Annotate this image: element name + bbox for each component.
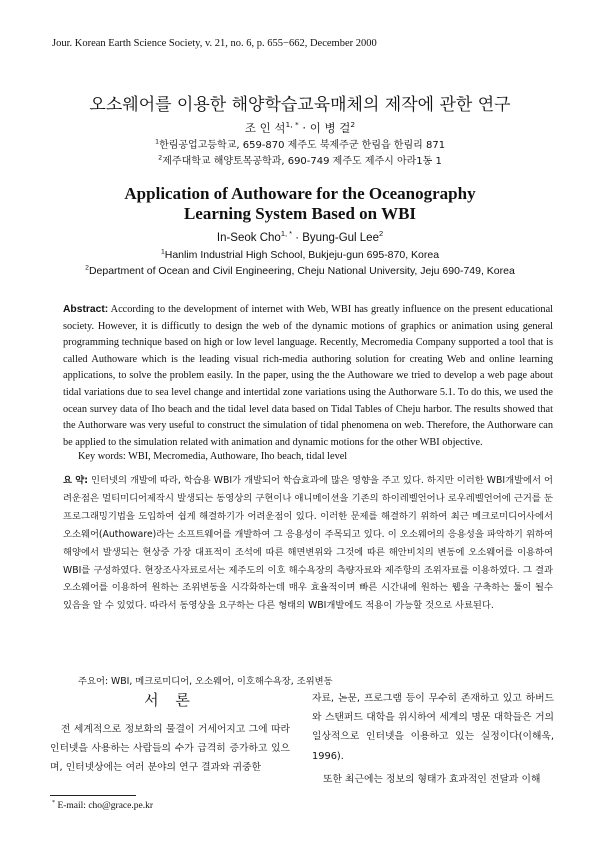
korean-abstract-text: 인터넷의 개발에 따라, 학습용 WBI가 개발되어 학습효과에 많은 영향을 주고 있다. 하지만 이러한 WBI개발에서 어려운점은 멀티미디어제작시 발생되는 동영상의 구현이나 애니메이션을 기존의 하이레벨언어나 로우레벨언어에 근거를 둔 프로그래밍기법을 도입하여 쉽게 해결하기가 어려운점이 있다. 이러한 문제를 해결하기 위하여 최근 메크로미디어사에서 오소웨어(Authoware)라는 소프트웨어를 개발하여 그 응용성이 주목되고 있다. 이 오소웨어의 응용성을 파악하기 위하여 해양에서 발생되는 현상중 가장 대표적이 조석에 따른 해면변위와 그것에 따른 해안비치의 변동에 오소웨어를 이용하여 WBI를 구성하였다. 현장조사자료로서는 제주도의 이호 해수욕장의 측량자료와 제주항의 조위자료를 이용하였다. 그 결과 오소웨어를 이용하여 원하는 조위변동을 시각화하는데 매우 효율적이며 빠른 시간내에 원하는 웹을 구축하는 툴이 될수 있음을 알 수 있었다. 따라서 동영상을 요구하는 다른 형태의 WBI개발에도 적용이 가능할 것으로 사료된다. xyxy=(63,475,553,612)
korean-author-2-sup: 2 xyxy=(350,120,356,130)
korean-authors xyxy=(0,120,600,136)
korean-abstract-label: 요 약: xyxy=(63,475,88,486)
korean-abstract xyxy=(63,472,553,615)
korean-aff2-text: 제주대학교 해양토목공학과, 690-749 제주도 제주시 아라1동 1 xyxy=(162,156,442,167)
footnote-mark: * xyxy=(52,799,56,806)
english-author-1: In-Seok Cho xyxy=(216,232,281,244)
body-column-2 xyxy=(312,689,554,789)
korean-aff1-text: 한림공업고등학교, 659-870 제주도 북제주군 한림읍 한림리 871 xyxy=(159,140,446,151)
body-paragraph: 또한 최근에는 정보의 형태가 효과적인 전달과 이해 xyxy=(323,773,541,785)
english-aff2-sup: 2 xyxy=(85,264,89,272)
english-authors xyxy=(0,229,600,244)
korean-author-2: · 이 병 걸 xyxy=(298,121,351,135)
english-abstract xyxy=(63,302,553,451)
footnote-email: E-mail: cho@grace.pe.kr xyxy=(57,801,153,811)
english-affiliation-2 xyxy=(0,265,600,277)
english-title-line-1: Application of Authoware for the Oceanography xyxy=(124,184,476,203)
english-aff1-sup: 1 xyxy=(160,248,165,256)
korean-aff1-sup: 1 xyxy=(154,137,160,146)
korean-affiliation-2 xyxy=(0,152,600,167)
english-affiliation-1 xyxy=(0,249,600,261)
footnote xyxy=(52,801,153,811)
abstract-label: Abstract: xyxy=(63,304,109,315)
korean-keywords: 주요어: WBI, 메크로미디어, 오소웨어, 이호해수욕장, 조위변동 xyxy=(78,676,333,687)
body-paragraph-continued: 자료, 논문, 프로그램 등이 무수히 존재하고 있고 하버드와 스탠퍼드 대학을 위시하여 세계의 명문 대학들은 거의 일상적으로 인터넷을 이용하고 있는 실정이다(이해욱, 1996). xyxy=(312,693,554,762)
english-title-line-2: Learning System Based on WBI xyxy=(183,204,417,223)
body-column-1: 전 세계적으로 정보화의 물결이 거세어지고 그에 따라 인터넷을 사용하는 사람들의 수가 급격히 증가하고 있으며, 인터넷상에는 여러 분야의 연구 결과와 귀중한 xyxy=(50,724,290,774)
english-title xyxy=(0,184,600,224)
korean-author-1-sup: 1, * xyxy=(285,120,299,130)
korean-author-1: 조 인 석 xyxy=(244,121,286,135)
footnote-rule xyxy=(50,795,136,796)
english-author-1-sup: 1, * xyxy=(280,229,293,239)
english-aff1-text: Hanlim Industrial High School, Bukjeju-gun 695-870, Korea xyxy=(164,249,440,261)
korean-affiliation-1 xyxy=(0,136,600,151)
english-aff2-text: Department of Ocean and Civil Engineering, Cheju National University, Jeju 690-749, Korea xyxy=(88,265,515,277)
abstract-text: According to the development of internet with Web, WBI has greatly influence on the present educational society. However, it is difficutly to design the web of the dynamic motions of graphics or animation using general programming technique based on high or low level language. Recently, Mecromedia Company supported a tool that is called Authoware which is the leading visual rich-media authoring solution for creating Web and online learning applications, to solve the problem easily. In the paper, using the the Authoware we tried to develop a web page about tidal variations due to sea level change and intertidal zone variations using the Authorware 5.1. To do this, we used the ocean survey data of Iho beach and the tidal level data based on Tidal Tables of Cheju harbor. The results showed that the Authorware was very useful to construct the simulation of tidal phenomena on web. Therefore, the Authorware can be applied to the simulation related with animation and dynamic motions for the other WBI objective. xyxy=(63,304,553,448)
english-author-2-sup: 2 xyxy=(378,229,384,239)
english-author-2: · Byung-Gul Lee xyxy=(292,232,379,244)
korean-title: 오소웨어를 이용한 해양학습교육매체의 제작에 관한 연구 xyxy=(89,95,511,115)
english-keywords: Key words: WBI, Mecromedia, Authoware, Iho beach, tidal level xyxy=(78,451,348,462)
journal-header: Jour. Korean Earth Science Society, v. 21, no. 6, p. 655−662, December 2000 xyxy=(52,38,377,49)
section-heading: 서 론 xyxy=(144,691,196,709)
korean-aff2-sup: 2 xyxy=(158,153,163,162)
